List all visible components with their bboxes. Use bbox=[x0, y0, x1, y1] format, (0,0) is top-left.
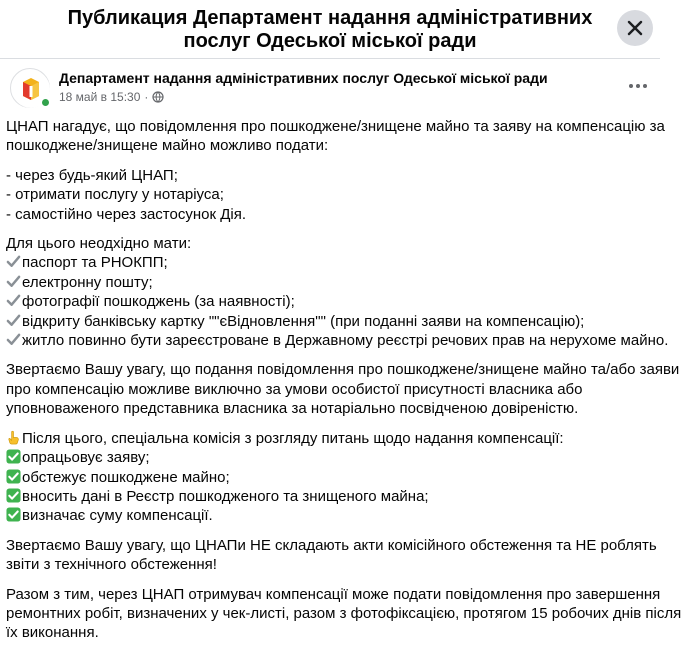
list-title: Для цього неодхідно мати: bbox=[6, 235, 192, 253]
post-header bbox=[10, 68, 655, 112]
list-item-text: визначає суму компенсації. bbox=[22, 507, 213, 525]
list-item bbox=[6, 273, 654, 292]
text-line: Звертаємо Вашу увагу, що ЦНАПи НЕ складають акти комісійного обстеження та НЕ роблять bbox=[6, 536, 657, 554]
text-line: ремонтних робіт, визначених у чек-листі, разом з фотофіксацією, протягом 15 робочих днів після bbox=[6, 604, 681, 622]
paragraph-commission bbox=[6, 429, 654, 526]
paragraph-intro bbox=[6, 117, 665, 156]
list-item: - через будь-який ЦНАП; bbox=[6, 166, 178, 184]
paragraph-ways bbox=[6, 166, 654, 224]
text-line: уповноваженого представника власника за нотаріально посвідченою довіреністю. bbox=[6, 400, 579, 418]
globe-icon[interactable] bbox=[152, 91, 164, 103]
text-line: Разом з тим, через ЦНАП отримувач компенсації може подати повідомлення про завершення bbox=[6, 585, 661, 603]
close-icon bbox=[627, 20, 643, 36]
list-item-text: паспорт та РНОКПП; bbox=[22, 254, 168, 272]
text-line: ЦНАП нагадує, що повідомлення про пошкоджене/знищене майно та заяву на компенсацію за bbox=[6, 118, 665, 135]
list-item bbox=[6, 253, 654, 272]
text-line: їх виконання. bbox=[6, 624, 99, 642]
list-item-text: електронну пошту; bbox=[22, 273, 153, 291]
list-item: - самостійно через застосунок Дія. bbox=[6, 205, 246, 223]
list-title bbox=[6, 429, 654, 448]
list-item-text: обстежує пошкоджене майно; bbox=[22, 468, 230, 486]
list-item-text: вносить дані в Реєстр пошкодженого та знищеного майна; bbox=[22, 487, 429, 505]
post-meta bbox=[59, 90, 164, 104]
more-options-button[interactable] bbox=[626, 78, 650, 94]
meta-separator: · bbox=[144, 90, 149, 104]
list-title-text: Після цього, спеціальна комісія з розгляду питань щодо надання компенсації: bbox=[22, 429, 564, 447]
status-dot bbox=[40, 97, 51, 108]
author-name[interactable]: Департамент надання адміністративних послуг Одеської міської ради bbox=[59, 70, 548, 86]
list-item bbox=[6, 506, 654, 525]
list-item bbox=[6, 312, 654, 331]
backhand-index-pointing-up-icon bbox=[6, 430, 21, 445]
text-line: про компенсацію можливе виключно за умови особистої присутності власника або bbox=[6, 380, 583, 398]
close-button[interactable] bbox=[617, 10, 653, 46]
paragraph-requirements bbox=[6, 234, 669, 350]
post-body bbox=[6, 117, 681, 653]
paragraph-completion bbox=[6, 585, 681, 643]
heavy-check-mark-icon bbox=[6, 293, 21, 308]
white-check-mark-button-icon bbox=[6, 449, 21, 464]
modal-header bbox=[0, 0, 660, 59]
list-item bbox=[6, 468, 654, 487]
modal-title bbox=[50, 7, 610, 53]
list-item bbox=[6, 487, 654, 506]
text-line: звіти з технічного обстеження! bbox=[6, 556, 217, 574]
heavy-check-mark-icon bbox=[6, 332, 21, 347]
list-item-text: опрацьовує заяву; bbox=[22, 449, 150, 467]
heavy-check-mark-icon bbox=[6, 313, 21, 328]
modal-title-line-2: послуг Одеської міської ради bbox=[183, 30, 477, 52]
list-item-text: відкриту банківську картку ""єВідновлення"" (при поданні заяви на компенсацію); bbox=[22, 312, 585, 330]
paragraph-attention bbox=[6, 360, 680, 418]
text-line: Звертаємо Вашу увагу, що подання повідомлення про пошкоджене/знищене майно та/або заяви bbox=[6, 361, 680, 379]
heavy-check-mark-icon bbox=[6, 254, 21, 269]
list-item: - отримати послугу у нотаріуса; bbox=[6, 186, 224, 204]
list-item-text: фотографії пошкоджень (за наявності); bbox=[22, 293, 295, 311]
dot-icon bbox=[643, 84, 647, 88]
white-check-mark-button-icon bbox=[6, 488, 21, 503]
post-date[interactable]: 18 май в 15:30 bbox=[59, 90, 141, 104]
dot-icon bbox=[636, 84, 640, 88]
list-item bbox=[6, 448, 654, 467]
white-check-mark-button-icon bbox=[6, 469, 21, 484]
heavy-check-mark-icon bbox=[6, 274, 21, 289]
modal-title-line-1: Публикация Департамент надання адміністративних bbox=[67, 7, 593, 29]
white-check-mark-button-icon bbox=[6, 507, 21, 522]
dot-icon bbox=[629, 84, 633, 88]
list-item bbox=[6, 331, 669, 350]
text-line: пошкоджене/знищене майно можливо подати: bbox=[6, 137, 329, 155]
list-item bbox=[6, 292, 654, 311]
paragraph-no-acts bbox=[6, 536, 657, 575]
list-item-text: житло повинно бути зареєстроване в Державному реєстрі речових прав на нерухоме майно. bbox=[22, 332, 669, 350]
